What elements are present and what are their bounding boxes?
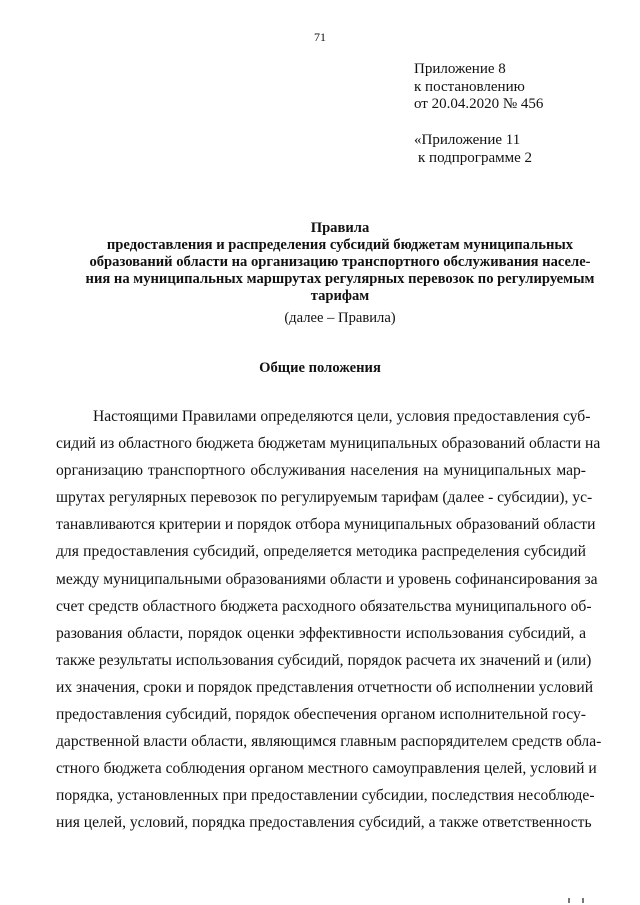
paragraph-line: организацию транспортного обслуживания населения на муниципальных мар- bbox=[56, 462, 586, 480]
paragraph-line: для предоставления субсидий, определяется методика распределения субсидий bbox=[56, 543, 586, 561]
paragraph-line: счет средств областного бюджета расходного обязательства муниципального об- bbox=[56, 597, 592, 615]
body-paragraph bbox=[56, 403, 602, 837]
title-line: ния на муниципальных маршрутах регулярных перевозок по регулируемым bbox=[85, 271, 595, 287]
paragraph-line: между муниципальными образованиями области и уровень софинансирования за bbox=[56, 570, 598, 588]
annex-line: Приложение 8 bbox=[414, 61, 506, 77]
paragraph-line: разования области, порядок оценки эффективности использования субсидий, а bbox=[56, 624, 586, 642]
document-subtitle: (далее – Правила) bbox=[284, 310, 396, 326]
section-heading: Общие положения bbox=[259, 360, 381, 376]
scan-mark bbox=[568, 898, 570, 903]
scan-mark bbox=[582, 898, 584, 903]
paragraph-line: порядка, установленных при предоставлении субсидии, последствия несоблюде- bbox=[56, 787, 595, 805]
paragraph-line: дарственной власти области, являющимся главным распорядителем средств обла- bbox=[56, 733, 602, 751]
title-line: образований области на организацию транспортного обслуживания населе- bbox=[89, 254, 591, 270]
paragraph-line: шрутах регулярных перевозок по регулируемым тарифам (далее - субсидии), ус- bbox=[56, 489, 593, 507]
annex-sub-line: «Приложение 11 bbox=[414, 132, 521, 148]
paragraph-line: их значения, сроки и порядок представления отчетности об исполнении условий bbox=[56, 678, 594, 696]
annex-sub-line: к подпрограмме 2 bbox=[418, 149, 532, 166]
annex-line: к постановлению bbox=[414, 78, 525, 95]
title-line: Правила bbox=[310, 220, 370, 236]
paragraph-line: танавливаются критерии и порядок отбора муниципальных образований области bbox=[56, 516, 596, 534]
annex-line: от 20.04.2020 № 456 bbox=[414, 96, 544, 112]
title-line: тарифам bbox=[310, 288, 370, 304]
page-number: 71 bbox=[314, 30, 326, 44]
paragraph-line: сидий из областного бюджета бюджетам муниципальных образований области на bbox=[56, 435, 601, 453]
paragraph-line: стного бюджета соблюдения органом местного самоуправления целей, условий и bbox=[56, 760, 597, 778]
annex-reference bbox=[414, 61, 624, 114]
paragraph-line: также результаты использования субсидий, порядок расчета их значений и (или) bbox=[56, 651, 592, 669]
paragraph-line: ния целей, условий, порядка предоставления субсидий, а также ответственность bbox=[56, 814, 592, 832]
document-title bbox=[80, 220, 600, 305]
annex-sub-reference bbox=[414, 132, 624, 167]
paragraph-line: предоставления субсидий, порядок обеспечения органом исполнительной госу- bbox=[56, 706, 586, 724]
paragraph-line: Настоящими Правилами определяются цели, условия предоставления суб- bbox=[93, 408, 591, 425]
title-line: предоставления и распределения субсидий бюджетам муниципальных bbox=[106, 237, 574, 253]
